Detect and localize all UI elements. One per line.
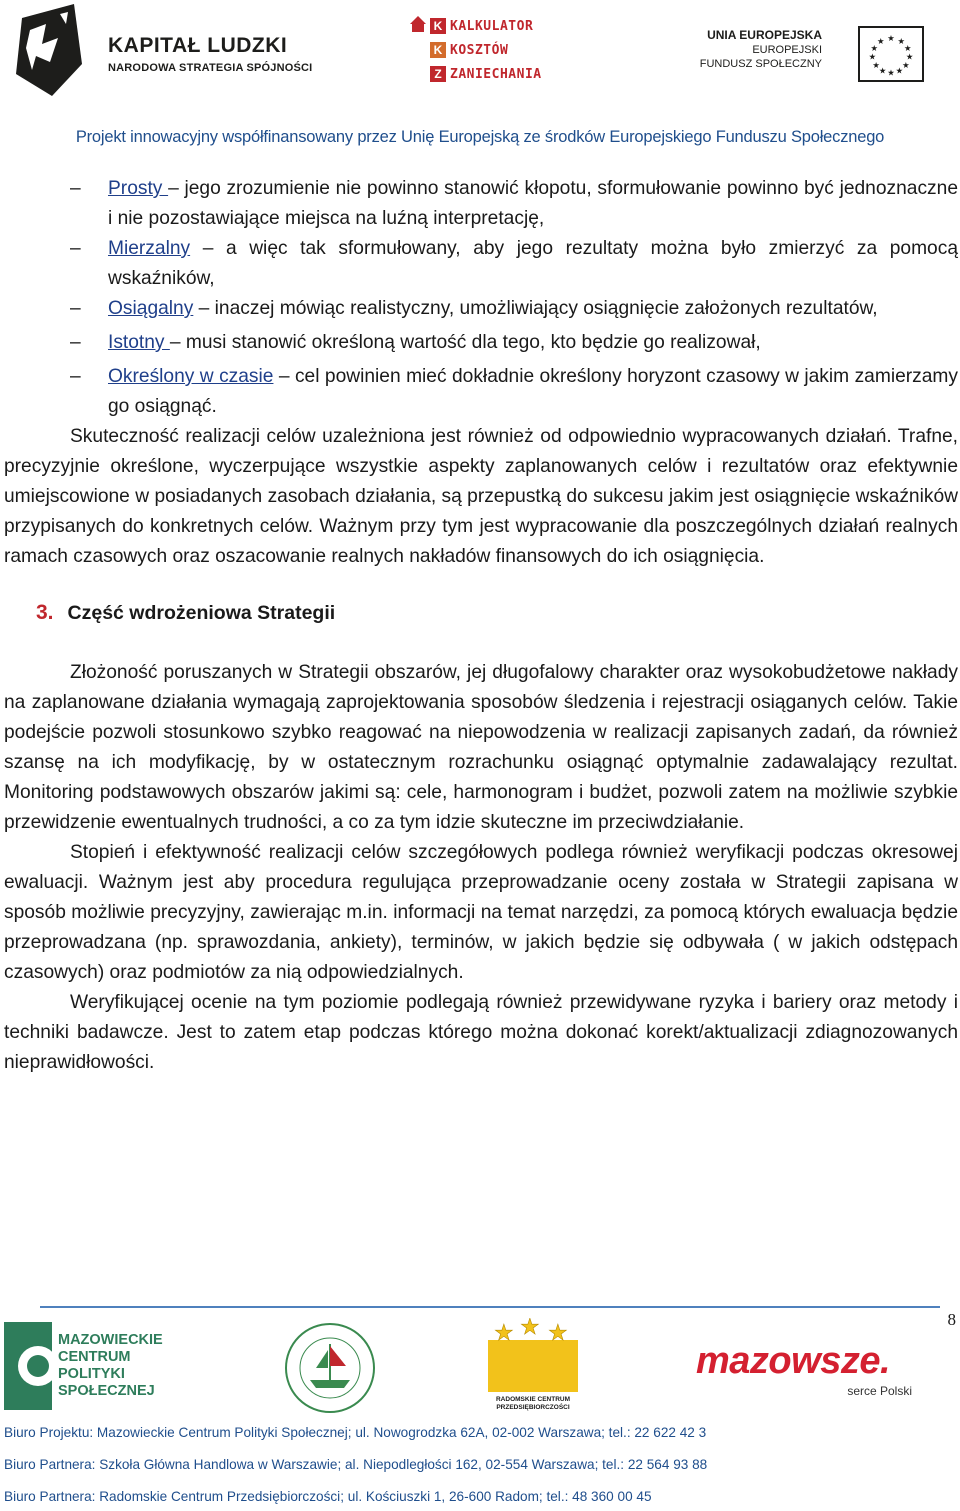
ue-line-3: FUNDUSZ SPOŁECZNY	[699, 58, 822, 70]
svg-text:★: ★	[548, 1321, 568, 1346]
rcp-stars-icon	[480, 1318, 586, 1394]
svg-text:★: ★	[905, 51, 914, 62]
list-item	[4, 362, 958, 422]
criterion-description: – musi stanowić określoną wartość dla tego, kto będzie go realizował,	[169, 332, 761, 353]
mcps-line-4: SPOŁECZNEJ	[58, 1383, 155, 1399]
paragraph-effectiveness: Skuteczność realizacji celów uzależniona jest również od odpowiednio wypracowanych działań. Trafne, precyzyjnie określone, wyczerpujące wszystkie aspekty zaplanowanych celów i rezultatów oraz efektywnie umiejscowione w posiadanych zasobach działania, są przepustką do sukcesu jakim jest osiągnięcie wskaźników przypisanych do konkretnych celów. Ważnym przy tym jest wypracowanie dla poszczególnych działań realnych ramach czasowych oraz oszacowanie realnych nakładów finansowych do ich osiągnięcia.	[4, 426, 958, 567]
criterion-term: Prosty	[108, 178, 169, 199]
criterion-term: Istotny	[108, 332, 170, 353]
kapital-ludzki-subtitle: NARODOWA STRATEGIA SPÓJNOŚCI	[108, 62, 313, 74]
rcp-name: RADOMSKIE CENTRUM PRZEDSIĘBIORCZOŚCI	[495, 1396, 571, 1411]
kkz-letter-k-badge: K	[430, 18, 446, 34]
footer-divider	[40, 1306, 940, 1308]
mcps-logo	[4, 1322, 174, 1412]
svg-text:★: ★	[887, 67, 895, 78]
kkz-row-3	[430, 64, 542, 84]
dash-bullet-icon: –	[70, 332, 81, 353]
dash-bullet-icon: –	[70, 298, 81, 319]
ue-line-1: UNIA EUROPEJSKA	[707, 28, 822, 42]
mazowsze-logo	[696, 1340, 928, 1400]
criterion-description: – a więc tak sformułowany, aby jego rezultaty można było zmierzyć za pomocą wskaźników,	[108, 238, 958, 289]
criterion-term: Określony w czasie	[108, 366, 274, 387]
project-cofinancing-line: Projekt innowacyjny współfinansowany przez Unię Europejską ze środków Europejskiego Funduszu Społecznego	[75, 128, 885, 146]
kkz-row-2	[430, 40, 508, 60]
footer-address-line-1: Biuro Projektu: Mazowieckie Centrum Polityki Społecznej; ul. Nowogrodzka 62A, 02-002 Warszawa; tel.: 22 622 42 3	[4, 1425, 707, 1440]
list-item	[4, 328, 958, 358]
document-body	[4, 174, 958, 1078]
ue-line-2: EUROPEJSKI	[752, 44, 822, 56]
smart-criteria-list	[4, 174, 958, 422]
kapital-ludzki-emblem-icon	[12, 4, 90, 96]
svg-text:★: ★	[868, 51, 877, 62]
dash-bullet-icon: –	[70, 238, 81, 259]
section-title: Część wdrożeniowa Strategii	[67, 602, 336, 624]
mcps-emblem-icon	[4, 1322, 58, 1412]
svg-text:★: ★	[494, 1321, 514, 1346]
footer-address-line-3: Biuro Partnera: Radomskie Centrum Przedsiębiorczości; ul. Kościuszki 1, 26-600 Radom; tel.: 48 360 00 45	[4, 1489, 652, 1504]
mazowsze-wordmark: mazowsze.	[696, 1340, 891, 1382]
kapital-ludzki-logo	[12, 4, 312, 96]
page-header	[0, 0, 960, 160]
svg-text:★: ★	[878, 65, 887, 76]
house-icon	[408, 14, 428, 34]
svg-text:★: ★	[902, 59, 910, 70]
dash-bullet-icon: –	[70, 178, 81, 199]
svg-text:★: ★	[887, 33, 895, 43]
sgh-seal-logo	[280, 1320, 380, 1416]
criterion-term: Mierzalny	[108, 238, 191, 259]
rcp-logo	[480, 1318, 586, 1414]
kkz-line-1: KALKULATOR	[450, 18, 534, 34]
kapital-ludzki-title: KAPITAŁ LUDZKI	[108, 34, 288, 57]
list-item	[4, 174, 958, 234]
page-number: 8	[947, 1310, 956, 1329]
criterion-description: – cel powinien mieć dokładnie określony horyzont czasowy w jakim zamierzamy go osiągnąć.	[108, 366, 958, 417]
kkz-letter-k2-badge: K	[430, 42, 446, 58]
paragraph-evaluation: Stopień i efektywność realizacji celów szczegółowych podlega również weryfikacji podczas okresowej ewaluacji. Ważnym jest aby procedura regulująca przeprowadzanie oceny została w Strategii zapisana w sposób możliwie precyzyjny, zawierając m.in. informacji na temat narzędzi, za pomocą których ewaluacja będzie przeprowadzana (np. sprawozdania, ankiety), terminów, w jakich będzie się odbywała ( w jakich odstępach czasowych) oraz podmiotów za nią odpowiedzialnych.	[4, 842, 958, 983]
kkz-letter-z-badge: Z	[430, 66, 446, 82]
mcps-line-2: CENTRUM	[58, 1349, 131, 1365]
kkz-line-2: KOSZTÓW	[450, 42, 509, 58]
criterion-description: – inaczej mówiąc realistyczny, umożliwiający osiągnięcie założonych rezultatów,	[193, 298, 878, 319]
mazowsze-tagline: serce Polski	[847, 1384, 912, 1398]
list-item	[4, 234, 958, 294]
svg-text:★: ★	[520, 1318, 540, 1340]
svg-text:★: ★	[877, 35, 885, 46]
svg-text:★: ★	[872, 59, 880, 70]
kkz-row-1	[430, 16, 533, 36]
svg-text:★: ★	[895, 65, 904, 76]
mcps-line-1: MAZOWIECKIE	[58, 1332, 163, 1348]
paragraph-monitoring: Złożoność poruszanych w Strategii obszarów, jej długofalowy charakter oraz wysokobudżetowe nakłady na zaplanowane działania wymagają zaprojektowania sposobów śledzenia i rejestracji osiąganych celów. Takie podejście pozwoli stosunkowo szybko reagować na niepowodzenia w realizacji zapisanych zadań, da również szansę na ich modyfikację, by w ostatecznym rozrachunku osiągnąć optymalnie zadawalający rezultat. Monitoring podstawowych obszarów jakimi są: cele, harmonogram i budżet, pozwoli zatem na możliwie szybkie przewidzenie ewentualnych trudności, a co za tym idzie skuteczne im przeciwdziałanie.	[4, 662, 958, 833]
paragraph-verification: Weryfikującej ocenie na tym poziomie podlegają również przewidywane ryzyka i bariery oraz metody i techniki badawcze. Jest to zatem etap podczas którego można dokonać korekt/aktualizacji zdiagnozowanych nieprawidłowości.	[4, 992, 958, 1073]
criterion-term: Osiągalny	[108, 298, 194, 319]
svg-text:★: ★	[870, 43, 879, 54]
unia-europejska-logo	[700, 20, 940, 84]
mcps-line-3: POLITYKI	[58, 1366, 125, 1382]
dash-bullet-icon: –	[70, 366, 81, 387]
kalkulator-kosztow-zaniechania-logo	[408, 14, 558, 84]
list-item	[4, 294, 958, 324]
kkz-line-3: ZANIECHANIA	[450, 66, 542, 82]
eu-flag-icon	[858, 26, 924, 82]
criterion-description: – jego zrozumienie nie powinno stanowić kłopotu, sformułowanie powinno być jednoznaczne i nie pozostawiające miejsca na luźną interpretację,	[108, 178, 958, 229]
svg-text:★: ★	[897, 35, 905, 46]
footer-address-line-2: Biuro Partnera: Szkoła Główna Handlowa w Warszawie; al. Niepodległości 162, 02-554 Warszawa; tel.: 22 564 93 88	[4, 1457, 708, 1472]
mcps-name	[58, 1332, 163, 1400]
section-number: 3.	[36, 601, 54, 624]
sgh-seal-icon	[280, 1320, 380, 1416]
svg-text:★: ★	[903, 43, 912, 54]
section-heading	[4, 598, 958, 628]
